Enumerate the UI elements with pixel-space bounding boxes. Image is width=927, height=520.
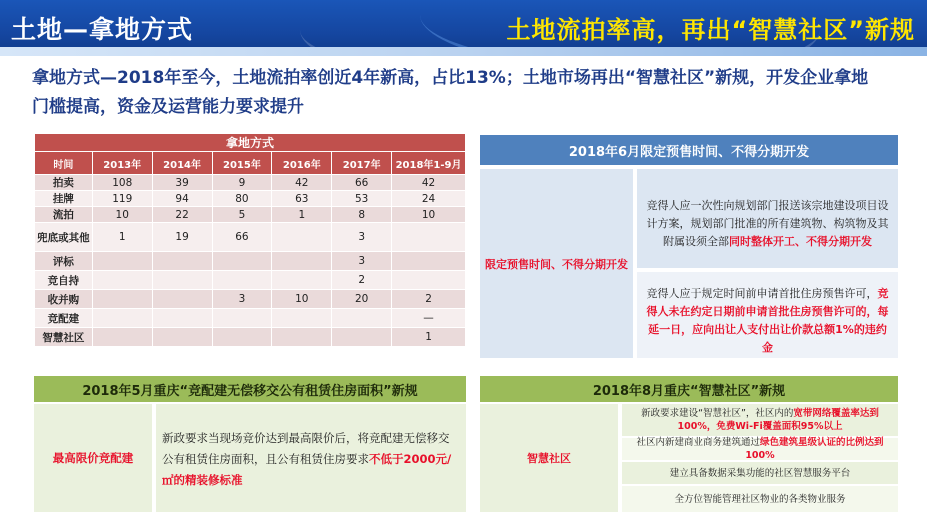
presale-rule-1-text: 竞得人应一次性向规划部门报送该宗地建设项目设计方案，规划部门批准的所有建筑物、构筑物及其附属设须全部 xyxy=(646,199,889,248)
slide-title: 土地—拿地方式 xyxy=(11,15,194,44)
table-cell: 119 xyxy=(92,191,152,207)
presale-rule-2-text: 竞得人应于规定时间前申请首批住房预售许可， xyxy=(646,287,878,300)
table-cell xyxy=(152,271,212,290)
table-cell: 53 xyxy=(332,191,392,207)
table-row xyxy=(35,175,466,191)
row-label: 挂牌 xyxy=(35,191,93,207)
table-cell xyxy=(272,223,332,252)
rental-panel-body xyxy=(156,404,466,512)
table-cell xyxy=(272,309,332,328)
presale-rule-1-highlight: 同时整体开工、不得分期开发 xyxy=(729,235,872,248)
slide-headline: 土地流拍率高，再出“智慧社区”新规 xyxy=(506,16,915,44)
table-row xyxy=(35,207,466,223)
rental-panel-title: 2018年5月重庆“竞配建无偿移交公有租赁住房面积”新规 xyxy=(34,376,466,402)
table-cell: 94 xyxy=(152,191,212,207)
table-cell: 108 xyxy=(92,175,152,191)
table-cell xyxy=(92,290,152,309)
header-light-band xyxy=(0,47,927,56)
smart-rule-row xyxy=(622,462,898,484)
table-cell: — xyxy=(392,309,466,328)
table-cell: 1 xyxy=(392,328,466,347)
smart-rule-highlight: 宽带网络覆盖率达到100%，免费Wi-Fi覆盖面积95%以上 xyxy=(677,408,879,432)
table-cell: 10 xyxy=(272,290,332,309)
presale-rule-2-highlight: 竞得人未在约定日期前申请首批住房预售许可的，每延一日，应向出让人支付出让价款总额1%的违约金 xyxy=(646,287,889,354)
table-cell: 1 xyxy=(272,207,332,223)
table-cell: 3 xyxy=(212,290,272,309)
table-cell: 2 xyxy=(392,290,466,309)
smart-rule-text: 新政要求建设“智慧社区”，社区内的 xyxy=(641,408,794,419)
table-cell: 3 xyxy=(332,252,392,271)
table-header-cell: 2014年 xyxy=(152,152,212,175)
intro-line-2: 门槛提高，资金及运营能力要求提升 xyxy=(32,97,304,117)
intro-line-1: 拿地方式—2018年至今，土地流拍率创近4年新高，占比13%；土地市场再出“智慧社区”新规，开发企业拿地 xyxy=(32,68,869,88)
table-cell: 1 xyxy=(92,223,152,252)
table-cell xyxy=(332,328,392,347)
table-cell xyxy=(392,271,466,290)
table-row xyxy=(35,191,466,207)
row-label: 智慧社区 xyxy=(35,328,93,347)
presale-panel-label: 限定预售时间、不得分期开发 xyxy=(480,169,635,358)
table-row xyxy=(35,223,466,252)
smart-rule-row xyxy=(622,486,898,512)
smart-rule-text: 社区内新建商业商务建筑通过 xyxy=(636,437,760,448)
rental-rule-text: 新政要求当现场竞价达到最高限价后，将竞配建无偿移交公有租赁住房面积，且公有租赁住房要求 xyxy=(162,431,450,466)
presale-rule-box-2 xyxy=(637,272,898,358)
table-cell xyxy=(272,328,332,347)
table-cell xyxy=(152,252,212,271)
table-row xyxy=(35,290,466,309)
table-row xyxy=(35,328,466,347)
row-label: 评标 xyxy=(35,252,93,271)
presale-rule-box-1 xyxy=(637,169,898,270)
rental-panel-label: 最高限价竞配建 xyxy=(34,404,154,512)
table-cell xyxy=(92,252,152,271)
table-cell: 22 xyxy=(152,207,212,223)
rental-rule-highlight: 不低于2000元/㎡的精装修标准 xyxy=(162,452,452,487)
table-header-cell: 2018年1-9月 xyxy=(392,152,466,175)
table-cell: 3 xyxy=(332,223,392,252)
table-cell: 80 xyxy=(212,191,272,207)
table-cell xyxy=(152,290,212,309)
table-cell: 42 xyxy=(392,175,466,191)
table-row xyxy=(35,252,466,271)
row-label: 竞自持 xyxy=(35,271,93,290)
table-cell: 39 xyxy=(152,175,212,191)
table-header-cell: 时间 xyxy=(35,152,93,175)
row-label: 兜底或其他 xyxy=(35,223,93,252)
table-cell xyxy=(92,328,152,347)
table-cell: 19 xyxy=(152,223,212,252)
smart-rule-text: 全方位智能管理社区物业的各类物业服务 xyxy=(674,493,846,505)
table-cell xyxy=(272,271,332,290)
table-cell xyxy=(92,309,152,328)
table-cell xyxy=(272,252,332,271)
smart-community-panel-label: 智慧社区 xyxy=(480,404,620,512)
table-cell xyxy=(152,328,212,347)
table-cell: 20 xyxy=(332,290,392,309)
table-cell: 8 xyxy=(332,207,392,223)
table-cell: 24 xyxy=(392,191,466,207)
table-cell xyxy=(392,252,466,271)
intro-summary xyxy=(32,64,912,122)
table-header-cell: 2016年 xyxy=(272,152,332,175)
table-cell xyxy=(212,328,272,347)
table-cell: 9 xyxy=(212,175,272,191)
table-cell: 66 xyxy=(212,223,272,252)
table-row xyxy=(35,271,466,290)
table-cell xyxy=(332,309,392,328)
table-header-cell: 2017年 xyxy=(332,152,392,175)
table-cell: 2 xyxy=(332,271,392,290)
table-cell xyxy=(212,309,272,328)
table-cell xyxy=(92,271,152,290)
land-acquisition-table xyxy=(34,133,466,347)
row-label: 收并购 xyxy=(35,290,93,309)
table-cell: 5 xyxy=(212,207,272,223)
table-cell xyxy=(212,252,272,271)
smart-rule-row xyxy=(622,438,898,460)
smart-rule-highlight: 绿色建筑星级认证的比例达到100% xyxy=(745,437,884,461)
row-label: 拍卖 xyxy=(35,175,93,191)
header-banner xyxy=(0,0,927,56)
table-cell: 66 xyxy=(332,175,392,191)
table-caption: 拿地方式 xyxy=(35,134,466,152)
table-cell xyxy=(392,223,466,252)
table-cell xyxy=(212,271,272,290)
table-cell: 63 xyxy=(272,191,332,207)
smart-community-panel-title: 2018年8月重庆“智慧社区”新规 xyxy=(480,376,898,402)
table-cell: 10 xyxy=(392,207,466,223)
presale-panel-title: 2018年6月限定预售时间、不得分期开发 xyxy=(480,135,898,167)
table-header-cell: 2013年 xyxy=(92,152,152,175)
table-row xyxy=(35,309,466,328)
table-cell xyxy=(152,309,212,328)
smart-rule-text: 建立具备数据采集功能的社区智慧服务平台 xyxy=(669,467,851,479)
table-cell: 10 xyxy=(92,207,152,223)
row-label: 竞配建 xyxy=(35,309,93,328)
smart-rule-row xyxy=(622,404,898,436)
table-header-cell: 2015年 xyxy=(212,152,272,175)
table-cell: 42 xyxy=(272,175,332,191)
row-label: 流拍 xyxy=(35,207,93,223)
